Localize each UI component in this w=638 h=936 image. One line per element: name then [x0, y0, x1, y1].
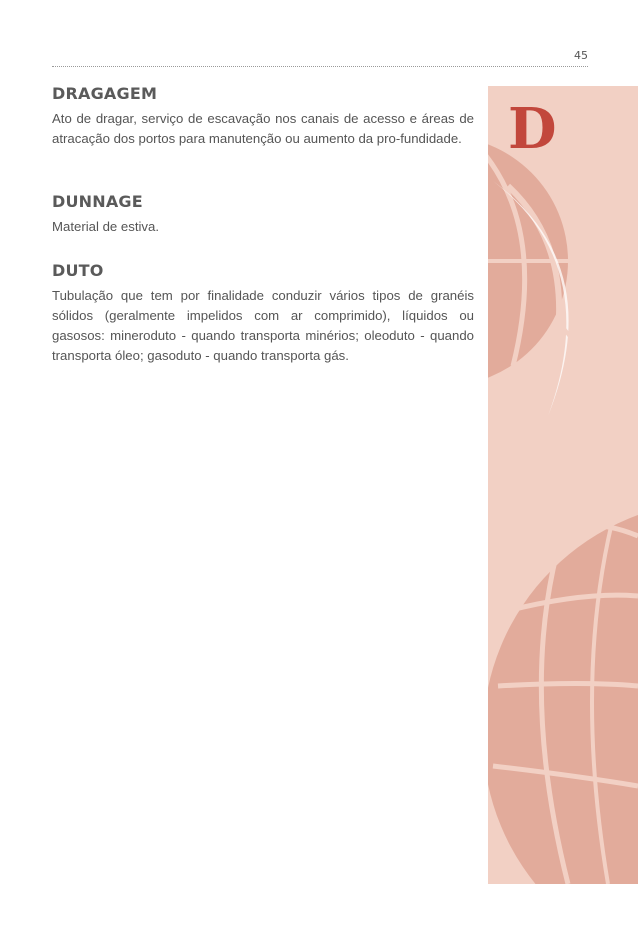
section-side-panel — [488, 86, 638, 884]
entry-term: DRAGAGEM — [52, 84, 158, 103]
dotted-divider — [52, 66, 588, 67]
page-number: 45 — [574, 49, 588, 62]
glossary-entry-dunnage — [52, 193, 474, 237]
glossary-entry-dragagem — [52, 85, 474, 149]
glossary-entry-duto — [52, 262, 474, 366]
decorative-globe-graphic — [488, 86, 638, 884]
entry-definition: Material de estiva. — [52, 219, 160, 234]
section-letter: D — [508, 96, 557, 162]
entry-definition: Tubulação que tem por finalidade conduzir vários tipos de granéis sólidos (geralmente impelidos com ar comprimido), líquidos ou gasosos: mineroduto - quando transporta minérios; oleoduto - quando transporta óleo; gasoduto - quando transporta gás. — [52, 288, 474, 363]
entry-term: DUNNAGE — [52, 192, 143, 211]
entry-term: DUTO — [52, 261, 104, 280]
entry-definition: Ato de dragar, serviço de escavação nos canais de acesso e áreas de atracação dos portos para manutenção ou aumento da pro-fundidade. — [52, 111, 474, 146]
